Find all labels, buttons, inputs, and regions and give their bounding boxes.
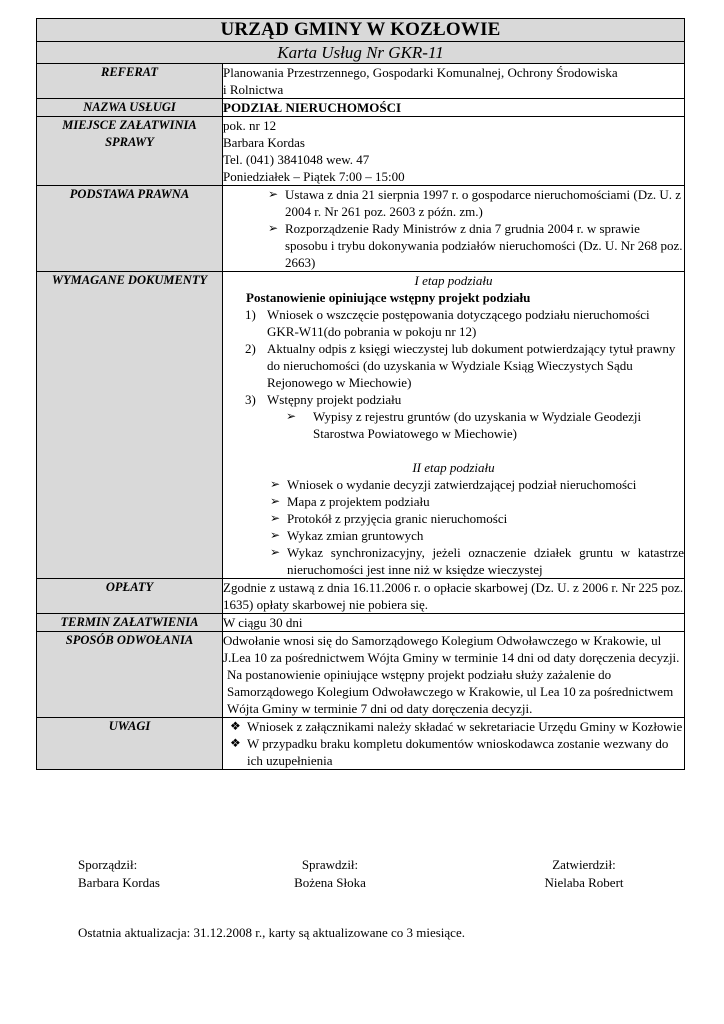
stage-1-title: I etap podziału <box>414 273 493 288</box>
list-item: ➢ Ustawa z dnia 21 sierpnia 1997 r. o gospodarce nieruchomościami (Dz. U. z 2004 r. Nr 261 poz. 2603 z późn. zm.) <box>268 187 682 219</box>
approved-label: Zatwierdził: <box>552 857 616 872</box>
row-odwolanie <box>37 632 685 718</box>
approved-name: Nielaba Robert <box>544 875 624 890</box>
phone-number: Tel. (041) 3841048 wew. 47 <box>223 152 370 167</box>
label-nazwa: NAZWA USŁUGI <box>37 99 223 117</box>
title-row <box>37 19 685 42</box>
value-referat <box>223 64 685 99</box>
appeal-paragraph-2: Na postanowienie opiniujące wstępny projekt podziału służy zażalenie do Samorządowego Kolegium Odwoławczego w Krakowie, ul Lea 10 za pośrednictwem Wójta Gminy w terminie 7 dni od daty doręczenia decyzji. <box>227 667 674 716</box>
value-odwolanie <box>223 632 685 718</box>
value-uwagi <box>223 718 685 770</box>
list-item: ➢ Wykaz synchronizacyjny, jeżeli oznaczenie działek gruntu w katastrze nieruchomości jest inne niż w księdze wieczystej <box>270 545 684 577</box>
list-item: 1) Wniosek o wszczęcie postępowania dotyczącego podziału nieruchomości GKR-W11(do pobrania w pokoju nr 12) <box>245 307 650 339</box>
signature-checked <box>270 856 390 892</box>
service-card-table <box>36 18 685 770</box>
office-hours: Poniedziałek – Piątek 7:00 – 15:00 <box>223 169 405 184</box>
appeal-paragraph-1: Odwołanie wnosi się do Samorządowego Kolegium Odwoławczego w Krakowie, ul J.Lea 10 za pośrednictwem Wójta Gminy w terminie 14 dni od daty doręczenia decyzji. <box>223 633 680 665</box>
signature-prepared <box>78 856 160 892</box>
signature-approved <box>524 856 644 892</box>
arrow-bullet-icon: ➢ <box>268 221 279 235</box>
value-nazwa: PODZIAŁ NIERUCHOMOŚCI <box>223 99 685 117</box>
checked-name: Bożena Słoka <box>294 875 366 890</box>
stage-1-sublist <box>267 408 684 442</box>
label-podstawa: PODSTAWA PRAWNA <box>37 186 223 272</box>
value-miejsce <box>223 117 685 186</box>
card-number: Karta Usług Nr GKR-11 <box>37 42 685 64</box>
stage-1-list <box>223 306 684 442</box>
legal-basis-list <box>265 186 684 271</box>
prepared-label: Sporządził: <box>78 857 138 872</box>
stage-2-title: II etap podziału <box>412 460 495 475</box>
arrow-bullet-icon: ➢ <box>270 477 281 491</box>
label-uwagi: UWAGI <box>37 718 223 770</box>
checked-label: Sprawdził: <box>301 857 359 872</box>
row-uwagi <box>37 718 685 770</box>
list-item: ❖ W przypadku braku kompletu dokumentów wnioskodawca zostanie wezwany do ich uzupełnienia <box>230 736 669 768</box>
label-referat: REFERAT <box>37 64 223 99</box>
referat-line-2: i Rolnictwa <box>223 82 284 97</box>
diamond-bullet-icon: ❖ <box>230 719 241 733</box>
arrow-bullet-icon: ➢ <box>268 187 279 201</box>
list-item: ➢ Rozporządzenie Rady Ministrów z dnia 7 grudnia 2004 r. w sprawie sposobu i trybu dokonywania podziałów nieruchomości (Dz. U. Nr 268 poz. 2663) <box>268 221 683 270</box>
label-termin: TERMIN ZAŁATWIENIA <box>37 614 223 632</box>
prepared-name: Barbara Kordas <box>78 875 160 890</box>
subtitle-row <box>37 42 685 64</box>
value-podstawa <box>223 186 685 272</box>
value-dokumenty <box>223 272 685 579</box>
row-referat <box>37 64 685 99</box>
contact-person: Barbara Kordas <box>223 135 305 150</box>
list-item: 2) Aktualny odpis z księgi wieczystej lub dokument potwierdzający tytuł prawny do nieruchomości (do uzyskania w Wydziale Ksiąg Wieczystych Sądu Rejonowego w Miechowie) <box>245 341 676 390</box>
room-number: pok. nr 12 <box>223 118 277 133</box>
arrow-bullet-icon: ➢ <box>270 545 281 559</box>
row-nazwa <box>37 99 685 117</box>
label-oplaty: OPŁATY <box>37 579 223 614</box>
row-podstawa <box>37 186 685 272</box>
value-oplaty: Zgodnie z ustawą z dnia 16.11.2006 r. o opłacie skarbowej (Dz. U. z 2006 r. Nr 225 poz. 1635) opłaty skarbowej nie pobiera się. <box>223 580 684 612</box>
label-miejsce: MIEJSCE ZAŁATWINIA SPRAWY <box>37 117 223 186</box>
last-update-note: Ostatnia aktualizacja: 31.12.2008 r., karty są aktualizowane co 3 miesiące. <box>78 925 465 940</box>
list-item: ➢ Mapa z projektem podziału <box>270 494 430 509</box>
arrow-bullet-icon: ➢ <box>270 528 281 542</box>
arrow-bullet-icon: ➢ <box>286 409 297 423</box>
arrow-bullet-icon: ➢ <box>270 511 281 525</box>
list-item: ➢ Protokół z przyjęcia granic nieruchomości <box>270 511 508 526</box>
row-dokumenty <box>37 272 685 579</box>
office-title: URZĄD GMINY W KOZŁOWIE <box>37 19 685 42</box>
row-termin <box>37 614 685 632</box>
list-item: ➢ Wniosek o wydanie decyzji zatwierdzającej podział nieruchomości <box>270 477 637 492</box>
list-item: ❖ Wniosek z załącznikami należy składać w sekretariacie Urzędu Gminy w Kozłowie <box>230 719 683 734</box>
row-oplaty <box>37 579 685 614</box>
stage-1-heading: Postanowienie opiniujące wstępny projekt podziału <box>246 290 531 305</box>
referat-line-1: Planowania Przestrzennego, Gospodarki Komunalnej, Ochrony Środowiska <box>223 65 618 80</box>
row-miejsce <box>37 117 685 186</box>
diamond-bullet-icon: ❖ <box>230 736 241 750</box>
list-item: ➢ Wykaz zmian gruntowych <box>270 528 424 543</box>
list-item: ➢ Wypisy z rejestru gruntów (do uzyskania w Wydziale Geodezji Starostwa Powiatowego w Miechowie) <box>286 409 642 441</box>
service-card <box>36 18 684 770</box>
value-termin: W ciągu 30 dni <box>223 614 685 632</box>
list-item: 3) Wstępny projekt podziału ➢ Wypisy z rejestru gruntów (do uzyskania w Wydziale Geodezji Starostwa Powiatowego w Miechowie) <box>237 391 684 442</box>
arrow-bullet-icon: ➢ <box>270 494 281 508</box>
stage-2-list <box>223 476 684 578</box>
notes-list <box>223 718 684 769</box>
label-dokumenty: WYMAGANE DOKUMENTY <box>37 272 223 579</box>
label-odwolanie: SPOSÓB ODWOŁANIA <box>37 632 223 718</box>
